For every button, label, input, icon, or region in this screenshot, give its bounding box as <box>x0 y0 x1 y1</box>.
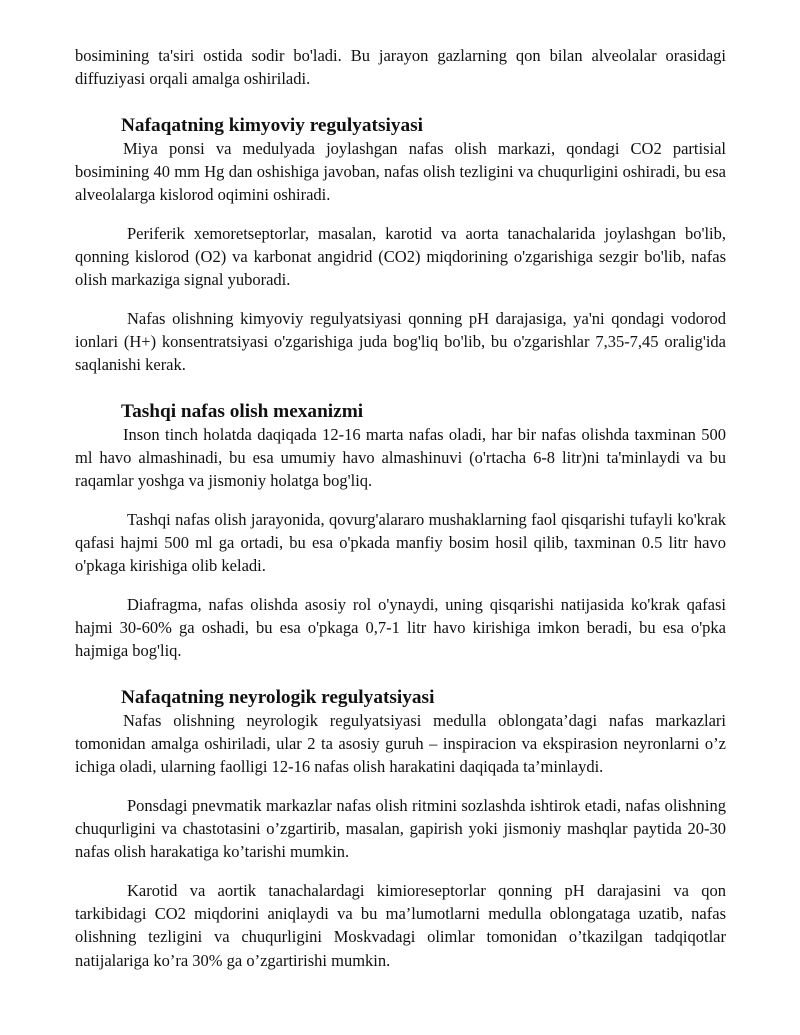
paragraph: Nafas olishning kimyoviy regulyatsiyasi qonning pH darajasiga, ya'ni qondagi vodorod ionlari (H+) konsentratsiyasi o'zgarishiga juda bog'liq bo'lib, bu o'zgarishlar 7,35-7,45 oralig'ida saqlanishi kerak. <box>75 308 726 375</box>
intro-paragraph: bosimining ta'siri ostida sodir bo'ladi. Bu jarayon gazlarning qon bilan alveolalar orasidagi diffuziyasi orqali amalga oshiriladi. <box>75 46 726 89</box>
document-page <box>75 44 726 972</box>
paragraph: Nafas olishning neyrologik regulyatsiyasi medulla oblongata’dagi nafas markazlari tomonidan amalga oshiriladi, ular 2 ta asosiy guruh – inspiracion va ekspirasion neyronlarni o’z ichiga oladi, ularning faolligi 12-16 nafas olish harakatini daqiqada ta’minlaydi. <box>75 710 726 777</box>
section-heading-external-respiration: Tashqi nafas olish mexanizmi <box>121 400 364 422</box>
paragraph: Karotid va aortik tanachalardagi kimioreseptorlar qonning pH darajasini va qon tarkibidagi CO2 miqdorini aniqlaydi va bu ma’lumotlarni medulla oblongataga uzatib, nafas olishning tezligini va chuqurligini Moskvadagi olimlar tomonidan o’tkazilgan tadqiqotlar natijalariga ko’ra 30% ga o’zgartirishi mumkin. <box>75 880 726 970</box>
section-heading-chemical-regulation: Nafaqatning kimyoviy regulyatsiyasi <box>121 114 423 136</box>
paragraph: Inson tinch holatda daqiqada 12-16 marta nafas oladi, har bir nafas olishda taxminan 500 ml havo almashinadi, bu esa umumiy havo almashinuvi (o'rtacha 6-8 litr)ni ta'minlaydi va bu raqamlar yoshga va jismoniy holatga bog'liq. <box>75 424 726 491</box>
paragraph: Ponsdagi pnevmatik markazlar nafas olish ritmini sozlashda ishtirok etadi, nafas olishning chuqurligini va chastotasini o’zgartirib, masalan, gapirish yoki jismoniy mashqlar paytida 20-30 nafas olish harakatiga ko’tarishi mumkin. <box>75 795 726 862</box>
section-heading-neurological-regulation: Nafaqatning neyrologik regulyatsiyasi <box>121 686 435 708</box>
paragraph: Periferik xemoretseptorlar, masalan, karotid va aorta tanachalarida joylashgan bo'lib, qonning kislorod (O2) va karbonat angidrid (CO2) miqdorining o'zgarishiga sezgir bo'lib, nafas olish markaziga signal yuboradi. <box>75 223 726 290</box>
paragraph: Diafragma, nafas olishda asosiy rol o'ynaydi, uning qisqarishi natijasida ko'krak qafasi hajmi 30-60% ga oshadi, bu esa o'pkaga 0,7-1 litr havo kirishiga imkon beradi, bu esa o'pka hajmiga bog'liq. <box>75 594 726 661</box>
paragraph: Miya ponsi va medulyada joylashgan nafas olish markazi, qondagi CO2 partisial bosimining 40 mm Hg dan oshishiga javoban, nafas olish tezligini va chuqurligini oshiradi, bu esa alveolalarga kislorod oqimini oshiradi. <box>75 138 726 205</box>
paragraph: Tashqi nafas olish jarayonida, qovurg'alararo mushaklarning faol qisqarishi tufayli ko'krak qafasi hajmi 500 ml ga ortadi, bu esa o'pkada manfiy bosim hosil qilib, taxminan 0.5 litr havo o'pkaga kirishiga olib keladi. <box>75 509 726 576</box>
